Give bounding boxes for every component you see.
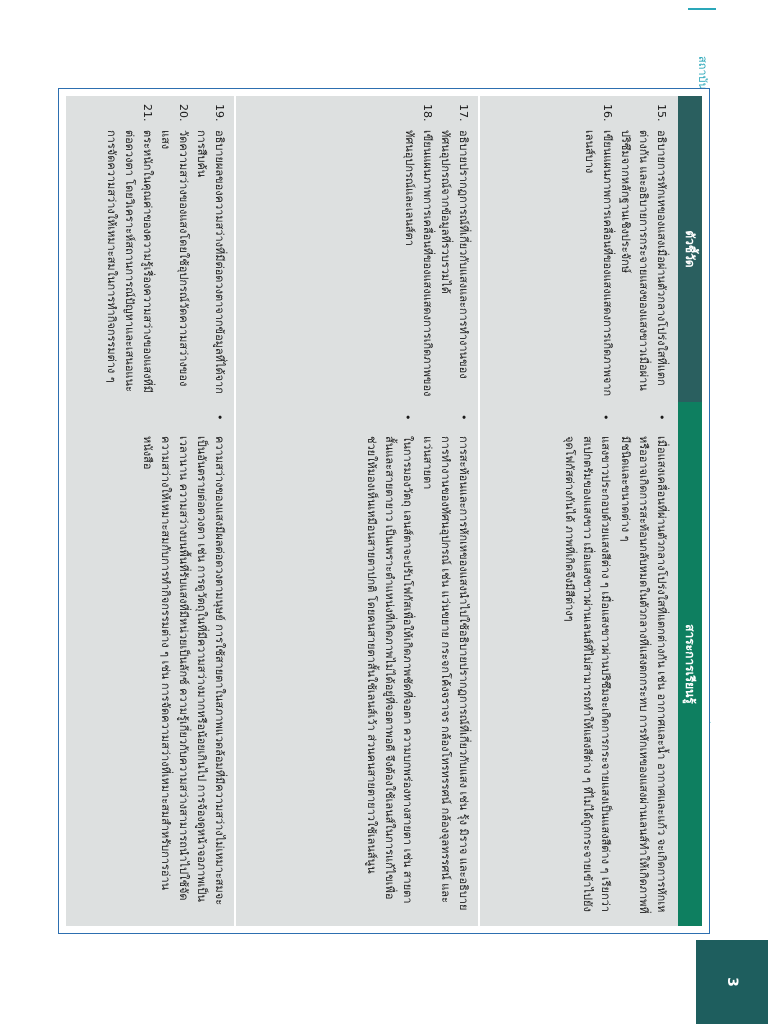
indicator-item [436,104,472,400]
row-separator [234,96,236,926]
bullet-icon: • [599,414,612,421]
indicator-number: 19. [213,104,226,122]
row-separator [478,96,480,926]
content-frame [58,88,710,934]
content-item [138,414,228,916]
content-list [360,414,472,916]
content-text: การสะท้อนและการหักเหของแสงนำไปใช้อธิบายปรากฏการณ์ที่เกี่ยวกับแสง เช่น รุ้ง มิราจ และอธิบายการทำงานของทัศนอุปกรณ์ เช่น แว่นขยาย กระจกโค้งจราจร กล้องโทรทรรศน์ กล้องจุลทรรศน์ และแว่นสายตา [421,436,470,911]
content-item [616,414,670,916]
indicator-text: อธิบายการหักเหของแสงเมื่อผ่านตัวกลางโปร่งใสที่แตกต่างกัน และอธิบายการกระจายแสงของแสงขาวเมื่อผ่านปริซึมจากหลักฐานเชิงประจักษ์ [619,130,668,391]
indicator-item [580,104,616,400]
indicator-text: เขียนแผนภาพการเคลื่อนที่ของแสงแสดงการเกิดภาพจากเลนส์บาง [583,130,614,397]
content-text: เมื่อแสงเคลื่อนที่ผ่านตัวกลางโปร่งใสที่แตกต่างกัน เช่น อากาศและน้ำ อากาศและแก้ว จะเกิดการหักเห หรืออาจเกิดการสะท้อนกลับหมดในตัวกลางที่แสงตกกระทบ การหักเหของแสงผ่านเลนส์ทำให้เกิดภาพที่มีชนิดและขนาดต่าง ๆ [619,436,668,914]
indicator-list [580,104,670,400]
indicator-number: 15. [655,104,668,122]
content-list [558,414,670,916]
page-number-block [696,940,768,1024]
content-item [362,414,416,916]
curriculum-table [66,96,702,926]
indicator-text: อธิบายปรากฏการณ์ที่เกี่ยวกับแสงและการทำงานของทัศนอุปกรณ์จากข้อมูลที่รวบรวมได้ [439,130,470,379]
indicator-list [400,104,472,400]
bullet-icon: • [213,414,226,421]
indicator-text: เขียนแผนภาพการเคลื่อนที่ของแสงแสดงการเกิดภาพของทัศนอุปกรณ์และเลนส์ตา [403,130,434,397]
header-accent-bar [688,8,716,10]
indicator-item [102,104,156,400]
indicator-text: ตระหนักในคุณค่าของความรู้เรื่องความสว่างของแสงที่มีต่อดวงตา โดยวิเคราะห์สถานการณ์ปัญหาและเสนอแนะการจัดความสว่างให้เหมาะสมในการทำกิจกรรมต่าง ๆ [105,130,154,393]
indicator-number: 20. [177,104,190,122]
content-list [136,414,228,916]
indicator-number: 17. [457,104,470,122]
content-column-header: สาระการเรียนรู้ [678,402,702,926]
indicator-list [102,104,228,400]
indicator-number: 16. [601,104,614,122]
content-text: ความสว่างของแสงมีผลต่อดวงตามนุษย์ การใช้สายตาในสภาพแวดล้อมที่มีความสว่างไม่เหมาะสมจะเป็นอันตรายต่อดวงตา เช่น การดูวัตถุในที่มีความสว่างมากหรือน้อยเกินไป การจ้องดูหน้าจอภาพเป็นเวลานาน ความสว่างบนพื้นที่รับแสงที่มีหน่วยเป็นลักซ์ ความรู้เกี่ยวกับความสว่างสามารถนำไปใช้จัดความสว่างให้เหมาะสมกับการทำกิจกรรมต่าง ๆ เช่น การจัดความสว่างที่เหมาะสมสำหรับการอ่านหนังสือ [141,436,226,906]
indicator-text: อธิบายผลของความสว่างที่มีต่อดวงตาจากข้อมูลที่ได้จากการสืบค้น [195,130,226,394]
indicator-item [156,104,192,400]
indicator-item [192,104,228,400]
bullet-icon: • [401,414,414,421]
indicator-text: วัดความสว่างของแสงโดยใช้อุปกรณ์วัดความสว่างของแสง [159,130,190,387]
content-item [418,414,472,916]
bullet-icon: • [457,414,470,421]
content-item [560,414,614,916]
indicator-column-header: ตัวชี้วัด [678,96,702,402]
bullet-icon: • [655,414,668,421]
content-text: ในการมองวัตถุ เลนส์ตาจะปรับโฟกัสเพื่อให้เกิดภาพชัดที่จอตา ความบกพร่องทางสายตา เช่น สายตาสั้นและสายตายาว เป็นเพราะตำแหน่งที่เกิดภาพไม่ได้อยู่ที่จอตาพอดี จึงต้องใช้เลนส์ในการแก้ไขเพื่อช่วยให้มองเห็นเหมือนสายตาปกติ โดยคนสายตาสั้นใช้เลนส์เว้า ส่วนคนสายตายาวใช้เลนส์นูน [365,436,414,904]
indicator-item [616,104,670,400]
indicator-item [400,104,436,400]
indicator-number: 18. [421,104,434,122]
indicator-number: 21. [141,104,154,122]
content-text: แสงขาวประกอบด้วยแสงสีต่าง ๆ เมื่อแสงขาวผ่านปริซึมจะเกิดการกระจายแสงเป็นแสงสีต่าง ๆ เรียกว่า สเปกตรัมของแสงขาว เมื่อแสงขาวผ่านเลนส์ที่ไม่สามารถทำให้แสงสีต่าง ๆ ที่ไม่ได้ถูกกระจายเข้าไปยังจุดโฟกัสต่างกันได้ ภาพที่เกิดจึงมีสีต่างๆ [563,436,612,913]
page-number: 3 [724,977,740,987]
